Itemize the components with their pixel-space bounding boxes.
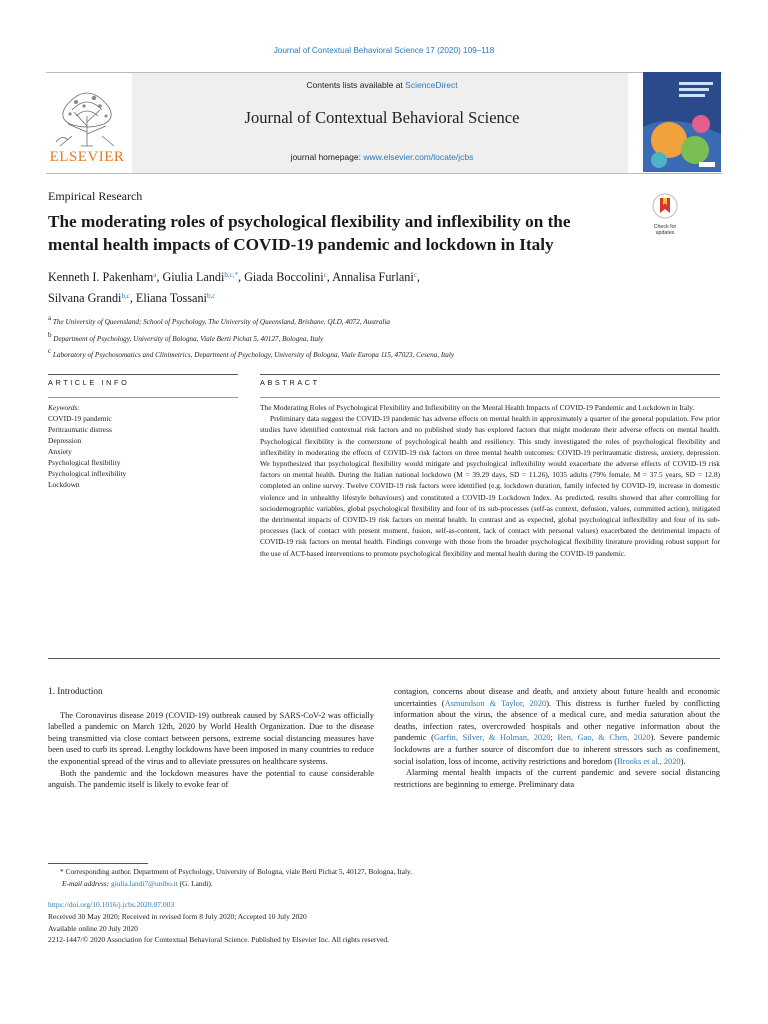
abstract-body: Preliminary data suggest the COVID-19 pandemic has adverse effects on mental health in approximately a quarter of the general population. Few prior studies have identified contextual risk factors and no published study has explored factors that might moderate their adverse effects on mental health. Psychological flexibility is the cornerstone of psychological health and resiliency. This study investigated the roles of psychological flexibility and inflexibility in moderating the effects of COVID-19 risk factors on three mental health outcomes: COVID-19 peritraumatic distress, anxiety, depression. We hypothesized that psychological flexibility would mitigate and psychological inflexibility would exacerbate the adverse effects of COVID-19 risk factors on mental health. During the Italian national lockdown (M = 39.29 days, SD = 11.26), 1035 adults (79% female, M = 37.5 years, SD = 12.8) completed an online survey. Twelve COVID-19 risk factors were identified (e.g. lockdown duration, family infected by COVID-19, increase in domestic violence and in unhealthy lifestyle behaviours) and constituted a COVID-19 Lockdown Index. As predicted, results showed that after controlling for sociodemographic variables, global psychological flexibility and four of its sub-processes (self-as context, defusion, values, committed action), mitigated the detrimental impacts of COVID-19 risk factors on mental health. In contrast and as expected, global psychological inflexibility and four of its sub-processes (lack of contact with present moment, fusion, self-as-content, lack of contact with personal values) exacerbated the detrimental impacts of COVID-19 risk factors on mental health. Findings converge with those from the broader psychological flexibility literature providing robust support for the use of ACT-based interventions to promote psychological flexibility and mental health during the COVID-19 pandemic. <box>260 414 720 558</box>
email-note <box>48 878 708 890</box>
divider <box>48 658 720 659</box>
copyright: 2212-1447/© 2020 Association for Contextual Behavioral Science. Published by Elsevier Inc. All rights reserved. <box>48 935 390 945</box>
doi-link[interactable]: https://doi.org/10.1016/j.jcbs.2020.07.003 <box>48 900 175 909</box>
keyword: Anxiety <box>48 447 72 456</box>
keyword: Depression <box>48 436 82 445</box>
author-affiliation-mark[interactable]: a <box>153 271 157 279</box>
journal-title: Journal of Contextual Behavioral Science <box>244 108 520 127</box>
contents-prefix: Contents lists available at <box>306 80 406 90</box>
divider <box>260 397 720 398</box>
author-affiliation-mark[interactable]: b,c <box>206 292 216 300</box>
email-link[interactable]: giulia.landi7@unibo.it <box>111 878 178 888</box>
affiliation <box>48 329 688 346</box>
email-suffix: (G. Landi). <box>177 878 213 888</box>
body-column-right <box>394 686 720 790</box>
affiliation-text: Laboratory of Psychosomatics and Clinimetrics, Department of Psychology, University of Bologna, Viale Europa 115, 47023, Cesena, Italy <box>52 351 455 359</box>
citation-link[interactable]: Asmundson & Taylor, 2020 <box>444 698 547 708</box>
check-updates-line1: Check for <box>653 224 677 230</box>
author-affiliation-mark[interactable]: c <box>323 271 327 279</box>
text: ; <box>550 733 558 743</box>
citation-link[interactable]: Brooks et al., 2020 <box>617 756 681 766</box>
keyword: Peritraumatic distress <box>48 425 112 434</box>
text: ). <box>680 756 686 766</box>
journal-homepage <box>132 152 632 162</box>
text: contagion, concerns about disease and death, and anxiety about future health and economic uncertainties ( <box>394 687 720 708</box>
affiliation <box>48 312 688 329</box>
text: ). This distress is further fueled by conflicting information about the virus, the absence of a medical cure, and media saturation about the deaths, infection rates, overcrowded hospitals and other negative information about the pandemic ( <box>394 698 720 743</box>
author[interactable]: Silvana Grandi <box>48 291 122 305</box>
affiliation-mark: a <box>48 314 52 322</box>
available-online: Available online 20 July 2020 <box>48 923 138 933</box>
keyword: Psychological inflexibility <box>48 469 127 478</box>
article-title: The moderating roles of psychological flexibility and inflexibility on the mental health impacts of COVID-19 pandemic and lockdown in Italy <box>48 212 571 254</box>
email-label: E-mail address: <box>62 878 111 888</box>
journal-cover-icon <box>643 72 721 172</box>
citation-link[interactable]: Ren, Gao, & Chen, 2020 <box>557 733 651 743</box>
paragraph <box>394 686 720 767</box>
homepage-prefix: journal homepage: <box>290 152 364 162</box>
footnotes <box>48 866 708 889</box>
abstract-heading: ABSTRACT <box>260 378 320 387</box>
contents-line <box>132 80 632 90</box>
author[interactable]: Annalisa Furlani <box>332 270 414 284</box>
abstract-text <box>260 402 720 559</box>
author-affiliation-mark[interactable]: c <box>413 271 417 279</box>
author[interactable]: Eliana Tossani <box>135 291 207 305</box>
paragraph: The Coronavirus disease 2019 (COVID-19) outbreak caused by SARS-CoV-2 was officially labelled a pandemic on March 12th, 2020 by World Health Organization. Due to the disease being transmitted via close contact between persons, extreme social distancing measures have been used to curb its spread. Lengthy lockdowns have been imposed in many countries to reduce the exponential spread of the virus and to alleviate pressures on healthcare systems. <box>48 710 374 766</box>
article-info-heading: ARTICLE INFO <box>48 378 130 387</box>
author[interactable]: Kenneth I. Pakenham <box>48 270 154 284</box>
homepage-link[interactable]: www.elsevier.com/locate/jcbs <box>363 152 474 162</box>
footnote-divider <box>48 863 148 864</box>
article-type: Empirical Research <box>48 189 143 203</box>
author-affiliation-mark[interactable]: b,c,* <box>224 271 239 279</box>
citation-link[interactable]: Garfin, Silver, & Holman, 2020 <box>433 733 551 743</box>
keyword: Psychological flexibility <box>48 458 121 467</box>
keyword: COVID-19 pandemic <box>48 414 112 423</box>
elsevier-wordmark: ELSEVIER <box>49 149 125 165</box>
received-dates: Received 30 May 2020; Received in revised form 8 July 2020; Accepted 10 July 2020 <box>48 911 307 921</box>
keyword: Lockdown <box>48 480 80 489</box>
sciencedirect-link[interactable]: ScienceDirect <box>405 80 458 90</box>
keywords-block <box>48 402 238 490</box>
affiliation-text: The University of Queensland; School of Psychology, The University of Queensland, Brisbane, QLD, 4072, Australia <box>52 318 390 326</box>
body-column-left <box>48 686 374 791</box>
affiliation-text: Department of Psychology, University of Bologna, Viale Berti Pichat 5, 40127, Bologna, Italy <box>53 334 324 343</box>
author-list: Kenneth I. Pakenham$^a$, Giulia Landi$^{b,c,*}$, Giada Boccolini$^c$, Annalisa Furlani$^c$, Silvana Grandi$^{b,c}$, Eliana Tossani$^{b,c}$ <box>48 270 420 305</box>
divider <box>260 374 720 375</box>
bookmark-icon <box>645 193 685 219</box>
affiliation <box>48 345 688 362</box>
paragraph: Both the pandemic and the lockdown measures have the potential to cause considerable anguish. The pandemic itself is likely to evoke fear of <box>48 768 374 790</box>
corresponding-author-note: * Corresponding author. Department of Psychology, University of Bologna, viale Berti Pichat 5, 40127, Bologna, Italy. <box>60 867 413 876</box>
check-for-updates-button[interactable] <box>645 193 685 236</box>
divider <box>48 397 238 398</box>
author-affiliation-mark[interactable]: b,c <box>121 292 130 300</box>
paragraph: Alarming mental health impacts of the current pandemic and severe social distancing restrictions are beginning to emerge. Preliminary data <box>394 768 720 789</box>
author[interactable]: Giada Boccolini <box>244 270 324 284</box>
keywords-label: Keywords: <box>48 403 80 412</box>
author[interactable]: Giulia Landi <box>162 270 225 284</box>
publication-info <box>48 899 708 946</box>
affiliations <box>48 312 688 362</box>
affiliation-mark: c <box>48 347 52 355</box>
journal-citation[interactable]: Journal of Contextual Behavioral Science 17 (2020) 109–118 <box>273 46 495 55</box>
text: ). Severe pandemic lockdowns are a further source of discomfort due to inherent stressors such as confinement, social isolation, loss of income, activity restrictions and boredom ( <box>394 733 721 766</box>
check-updates-line2: updates <box>655 230 675 236</box>
section-heading: 1. Introduction <box>48 686 103 696</box>
abstract-title-line: The Moderating Roles of Psychological Flexibility and Inflexibility on the Mental Health Impacts of COVID-19 Pandemic and Lockdown in Italy. <box>260 403 695 412</box>
divider <box>48 374 238 375</box>
affiliation-mark: b <box>48 330 52 339</box>
